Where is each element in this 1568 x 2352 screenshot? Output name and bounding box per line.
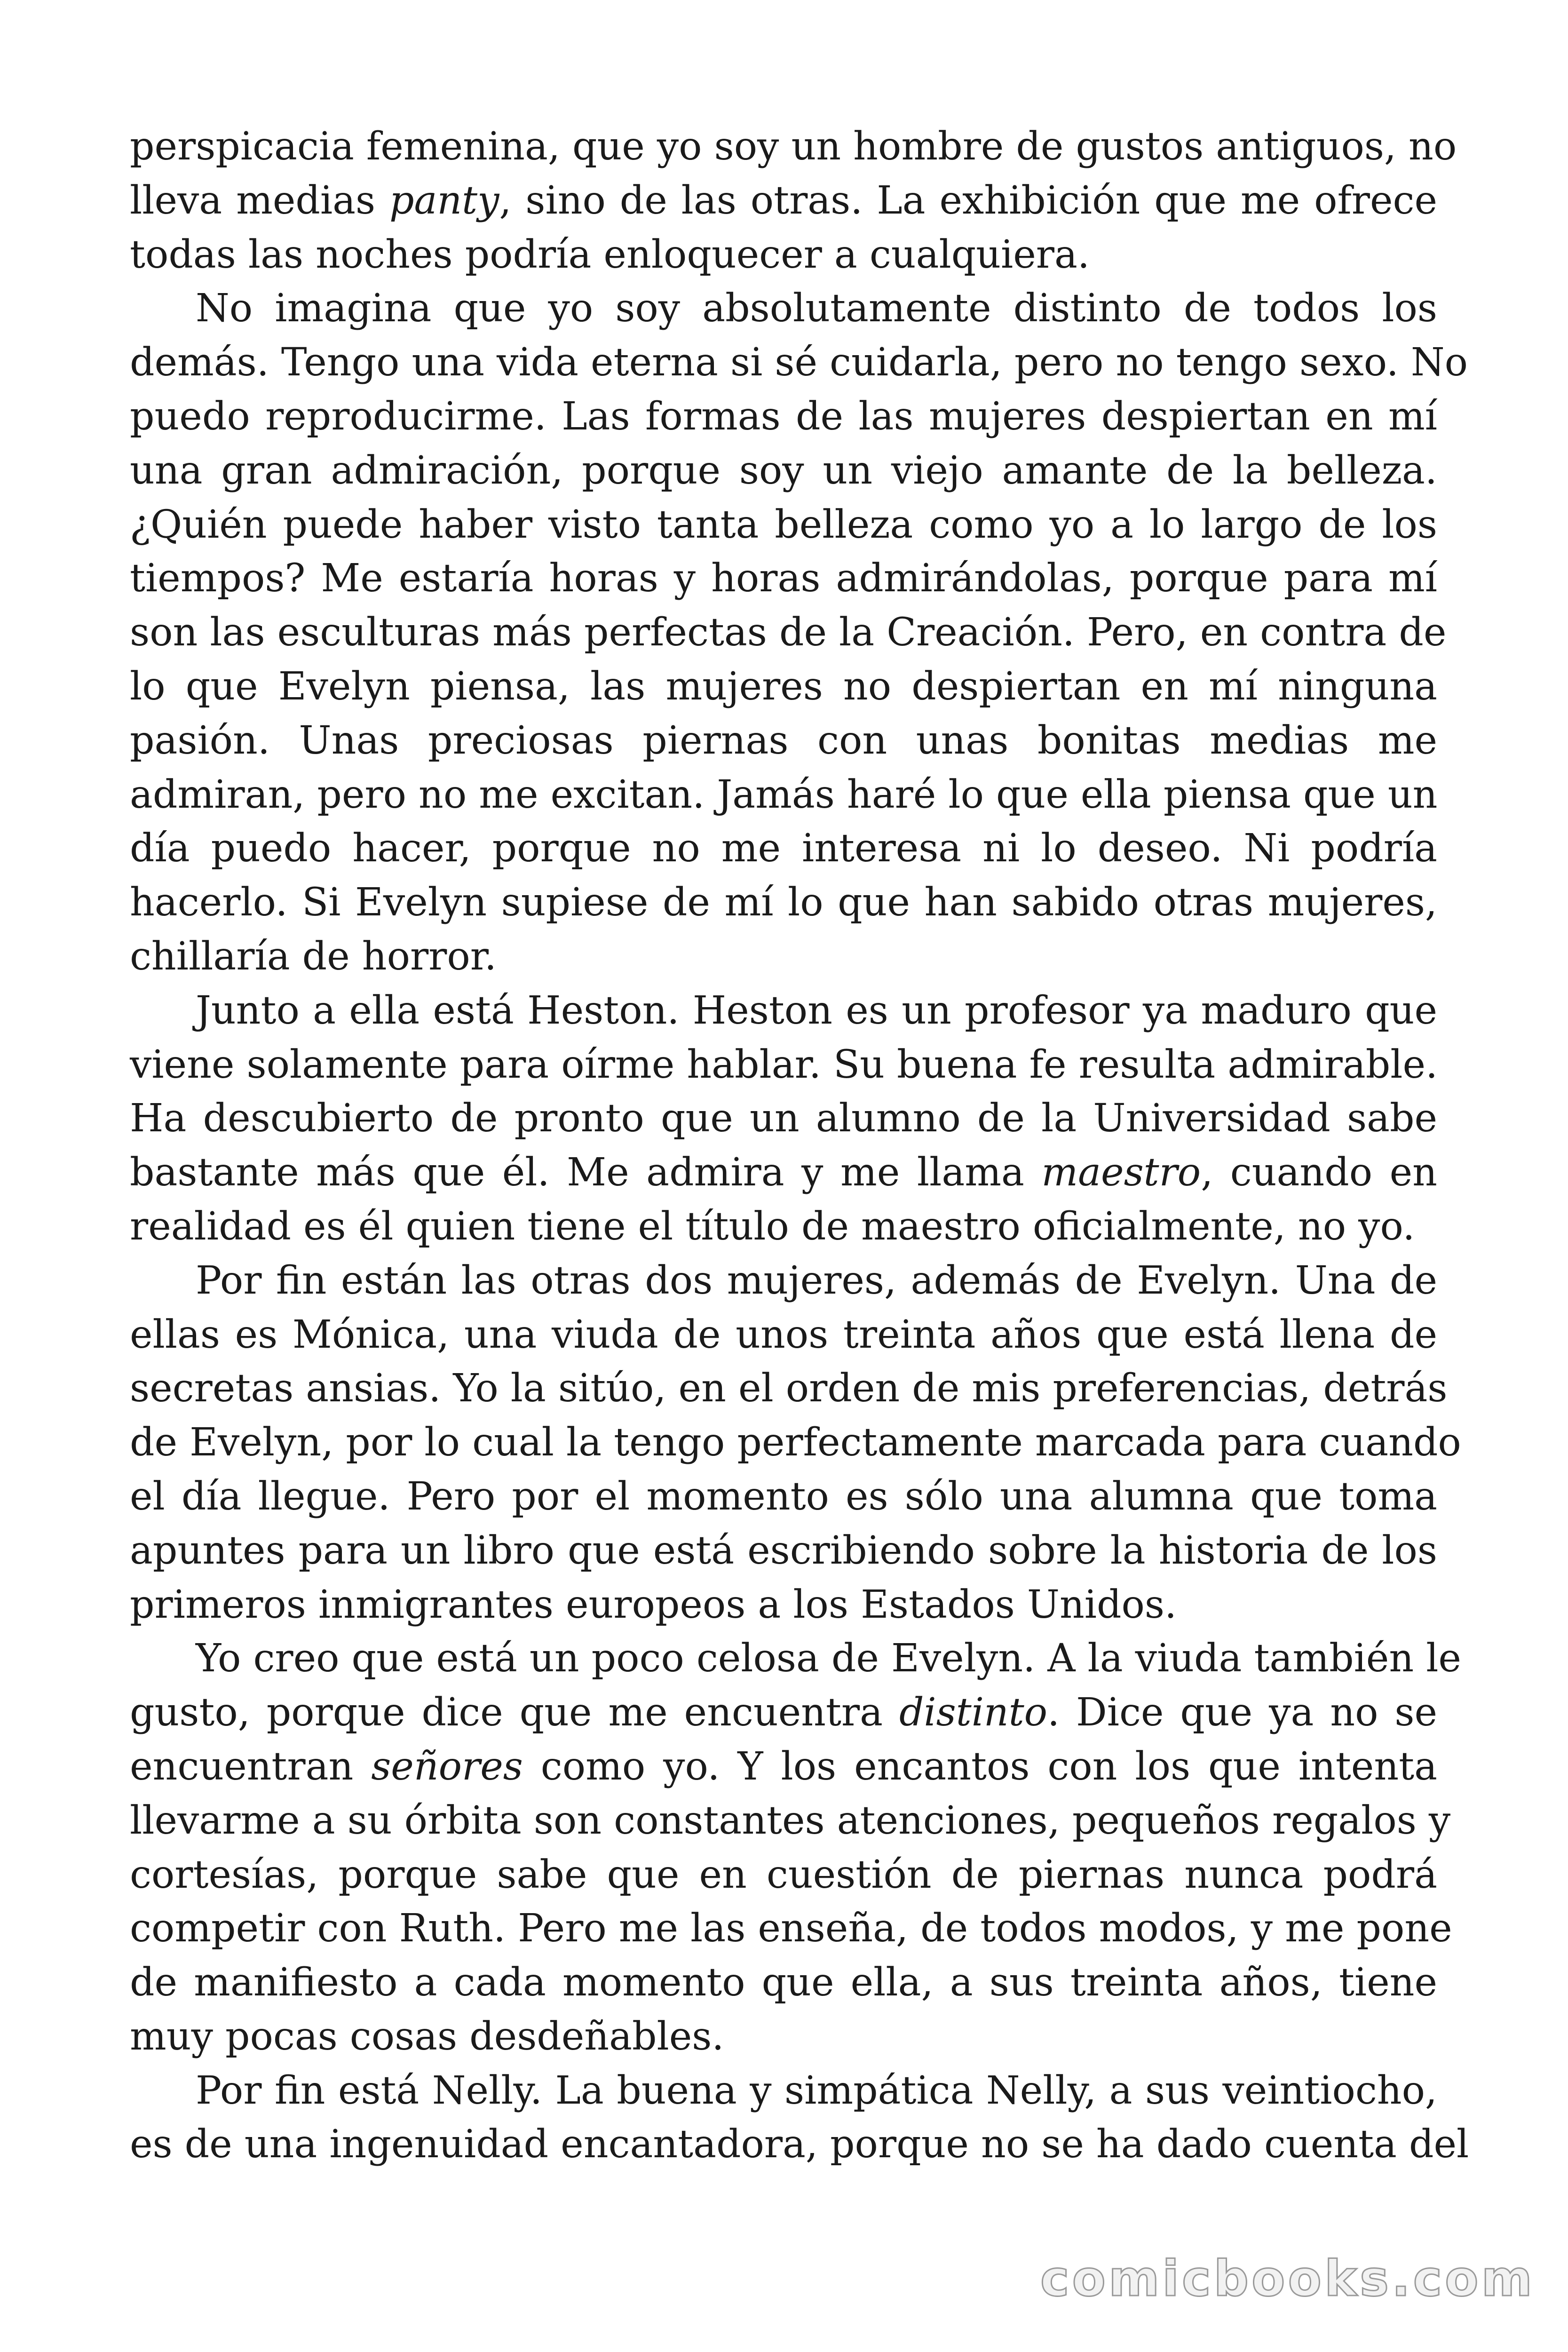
text-run: como yo. Y los encantos con los que intenta bbox=[523, 1744, 1437, 1789]
text-run: es de una ingenuidad encantadora, porque no se ha dado cuenta del bbox=[130, 2122, 1469, 2167]
text-line bbox=[130, 660, 1437, 714]
text-line bbox=[130, 498, 1437, 552]
paragraph bbox=[130, 1632, 1461, 2064]
italic-word: señores bbox=[371, 1744, 523, 1789]
text-line bbox=[130, 174, 1437, 228]
text-line bbox=[130, 1470, 1437, 1524]
text-line bbox=[130, 1686, 1437, 1740]
text-run: tiempos? Me estaría horas y horas admirándolas, porque para mí bbox=[130, 556, 1437, 601]
text-run: apuntes para un libro que está escribiendo sobre la historia de los bbox=[130, 1528, 1437, 1573]
text-line bbox=[130, 714, 1437, 768]
text-line bbox=[130, 1524, 1437, 1578]
text-run: competir con Ruth. Pero me las enseña, de todos modos, y me pone bbox=[130, 1906, 1452, 1951]
text-run: bastante más que él. Me admira y me llama bbox=[130, 1150, 1042, 1195]
italic-word: maestro bbox=[1041, 1150, 1201, 1195]
text-run: Junto a ella está Heston. Heston es un profesor ya maduro que bbox=[196, 988, 1437, 1033]
text-run: No imagina que yo soy absolutamente distinto de todos los bbox=[196, 286, 1437, 331]
text-run: ellas es Mónica, una viuda de unos treinta años que está llena de bbox=[130, 1312, 1437, 1357]
paragraph bbox=[130, 984, 1437, 1254]
text-line bbox=[130, 444, 1437, 498]
text-line bbox=[130, 1902, 1452, 1956]
text-line bbox=[130, 822, 1437, 876]
text-run: chillaría de horror. bbox=[130, 934, 497, 979]
text-line bbox=[130, 1632, 1461, 1686]
text-line bbox=[130, 1956, 1437, 2010]
text-run: de Evelyn, por lo cual la tengo perfectamente marcada para cuando bbox=[130, 1420, 1461, 1465]
text-run: hacerlo. Si Evelyn supiese de mí lo que han sabido otras mujeres, bbox=[130, 880, 1437, 925]
text-line bbox=[130, 1200, 1437, 1254]
text-line bbox=[130, 120, 1457, 174]
text-run: demás. Tengo una vida eterna si sé cuidarla, pero no tengo sexo. No bbox=[130, 340, 1468, 385]
text-run: Yo creo que está un poco celosa de Evelyn. A la viuda también le bbox=[196, 1636, 1461, 1681]
text-line bbox=[130, 1254, 1437, 1308]
text-line bbox=[130, 1038, 1437, 1092]
text-run: viene solamente para oírme hablar. Su buena fe resulta admirable. bbox=[130, 1042, 1438, 1087]
text-line bbox=[130, 552, 1437, 606]
text-line bbox=[130, 1416, 1461, 1470]
text-run: puedo reproducirme. Las formas de las mujeres despiertan en mí bbox=[130, 394, 1437, 439]
text-line bbox=[130, 2118, 1469, 2172]
text-line bbox=[130, 1146, 1437, 1200]
text-run: muy pocas cosas desdeñables. bbox=[130, 2014, 724, 2059]
text-run: secretas ansias. Yo la sitúo, en el orden de mis preferencias, detrás bbox=[130, 1366, 1448, 1411]
italic-word: panty bbox=[389, 178, 499, 223]
text-line bbox=[130, 282, 1437, 336]
text-line bbox=[130, 606, 1447, 660]
text-line bbox=[130, 1848, 1437, 1902]
text-run: gusto, porque dice que me encuentra bbox=[130, 1690, 899, 1735]
text-run: son las esculturas más perfectas de la Creación. Pero, en contra de bbox=[130, 610, 1447, 655]
text-run: Ha descubierto de pronto que un alumno de la Universidad sabe bbox=[130, 1096, 1437, 1141]
text-run: llevarme a su órbita son constantes atenciones, pequeños regalos y bbox=[130, 1798, 1451, 1843]
text-line bbox=[130, 1740, 1437, 1794]
text-line bbox=[130, 876, 1437, 930]
paragraph bbox=[130, 1254, 1461, 1632]
text-run: , sino de las otras. La exhibición que me ofrece bbox=[499, 178, 1437, 223]
text-line bbox=[130, 984, 1437, 1038]
text-run: admiran, pero no me excitan. Jamás haré lo que ella piensa que un bbox=[130, 772, 1438, 817]
paragraph bbox=[130, 282, 1468, 984]
text-line bbox=[130, 390, 1437, 444]
text-run: . Dice que ya no se bbox=[1047, 1690, 1437, 1735]
paragraph bbox=[130, 120, 1457, 282]
text-run: Por fin están las otras dos mujeres, además de Evelyn. Una de bbox=[196, 1258, 1437, 1303]
text-run: Por fin está Nelly. La buena y simpática Nelly, a sus veintiocho, bbox=[196, 2068, 1437, 2113]
text-line bbox=[130, 2064, 1437, 2118]
text-run: de manifiesto a cada momento que ella, a sus treinta años, tiene bbox=[130, 1960, 1437, 2005]
text-run: todas las noches podría enloquecer a cualquiera. bbox=[130, 232, 1090, 277]
text-line bbox=[130, 1578, 1437, 1632]
text-run: , cuando en bbox=[1201, 1150, 1437, 1195]
text-line bbox=[130, 1794, 1451, 1848]
text-run: encuentran bbox=[130, 1744, 372, 1789]
italic-word: distinto bbox=[899, 1690, 1048, 1735]
watermark-logo: comicbooks.com bbox=[1040, 2250, 1535, 2307]
text-line bbox=[130, 768, 1437, 822]
text-line bbox=[130, 2010, 1437, 2064]
text-run: lleva medias bbox=[130, 178, 389, 223]
text-run: ¿Quién puede haber visto tanta belleza como yo a lo largo de los bbox=[130, 502, 1437, 547]
text-run: lo que Evelyn piensa, las mujeres no despiertan en mí ninguna bbox=[130, 664, 1437, 709]
text-run: perspicacia femenina, que yo soy un hombre de gustos antiguos, no bbox=[130, 124, 1457, 169]
text-run: día puedo hacer, porque no me interesa ni lo deseo. Ni podría bbox=[130, 826, 1437, 871]
paragraph bbox=[130, 2064, 1469, 2172]
text-line bbox=[130, 930, 1437, 984]
text-line bbox=[130, 336, 1468, 390]
text-run: realidad es él quien tiene el título de maestro oficialmente, no yo. bbox=[130, 1204, 1415, 1249]
text-line bbox=[130, 1308, 1437, 1362]
text-line bbox=[130, 1092, 1437, 1146]
text-run: pasión. Unas preciosas piernas con unas bonitas medias me bbox=[130, 718, 1437, 763]
text-run: cortesías, porque sabe que en cuestión de piernas nunca podrá bbox=[130, 1852, 1437, 1897]
book-page-text bbox=[130, 120, 1469, 2172]
text-line bbox=[130, 228, 1437, 282]
text-run: una gran admiración, porque soy un viejo amante de la belleza. bbox=[130, 448, 1437, 493]
text-run: primeros inmigrantes europeos a los Estados Unidos. bbox=[130, 1582, 1177, 1627]
text-run: el día llegue. Pero por el momento es sólo una alumna que toma bbox=[130, 1474, 1437, 1519]
text-line bbox=[130, 1362, 1448, 1416]
